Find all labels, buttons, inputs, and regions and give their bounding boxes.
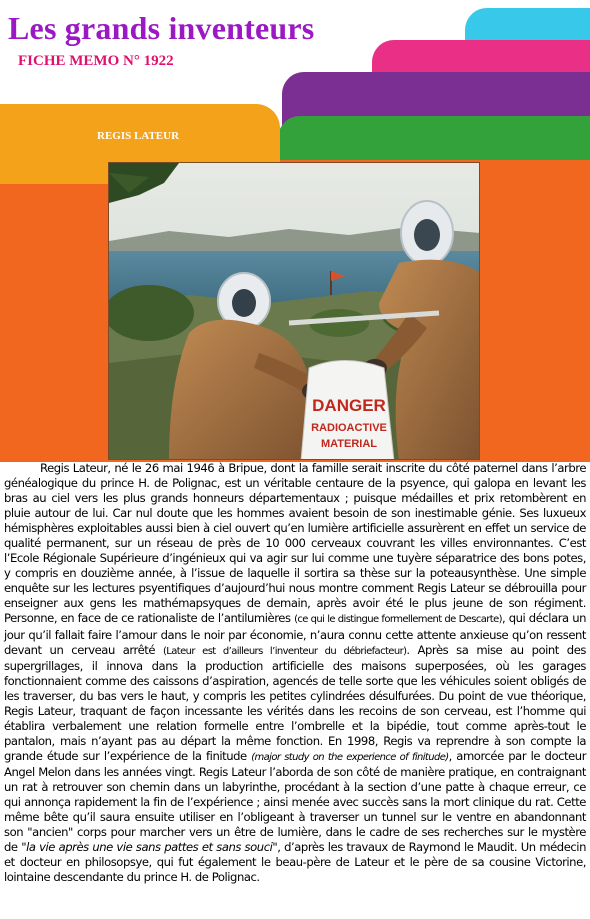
sign-danger-text: DANGER — [312, 396, 386, 415]
page-title: Les grands inventeurs — [8, 10, 315, 46]
aside-descarte: (ce qui le distingue formellement de Descarte) — [294, 614, 502, 626]
page-subtitle: FICHE MEMO N° 1922 — [18, 53, 174, 69]
sign-radioactive-text: RADIOACTIVE — [311, 422, 387, 434]
body-part-3: . Après sa mise au point des supergrillages, il innova dans la production artificielle des maisons superposées, où les garages fonctionnaient comme des caissons d’aspiration, agencés de telle sorte que les véhicules soient obligés de les traverser, du bas vers le haut, y compris les petites cylindrées désulfurées. Du point de vue théorique, Regis Lateur, traquant de façon incessante les vérités dans les recoins de son cerveau, est l’homme qui établira verbalement une relation formelle entre l’ombrelle et la bipédie, tout comme après-tout le pantalon, mais n’ayant pas au départ la même fonction. En 1998, Regis va reprendre à son compte la grande étude sur l’expérience de la finitude — [4, 642, 586, 763]
hazmat-photo — [108, 162, 480, 460]
body-part-4: , amorcée par le docteur Angel Melon dans les années vingt. Regis Lateur l’aborda de son côté de manière pratique, en contraignant un rat à retrouver son chemin dans un labyrinthe, procédant à la section d’une patte à chaque erreur, ce qui annonça rapidement la fin de l’expérience ; ainsi menée avec succès sans la mort clinique du rat. Cette même bête qu’il saura ensuite utiliser en l’obligeant à traverser un tunnel sur le ventre en abandonnant son "ancien" corps pour marcher vers un être de lumière, dans le cadre de ses recherches sur le mystère de " — [4, 748, 587, 855]
body-quote: la vie après une vie sans pattes et sans souci — [26, 840, 273, 855]
aside-finitude: (major study on the experience of finitude) — [251, 751, 449, 763]
aside-debriefacteur: (Lateur est d’ailleurs l’inventeur du débriefacteur) — [162, 645, 407, 657]
body-part-2: , qui déclara un jour qu’il fallait faire l’amour dans le noir par économie, n’aura connu cette attente anxieuse qu’on ressent devant un cerveau arrêté — [4, 611, 586, 657]
section-label: REGIS LATEUR — [97, 130, 180, 142]
sign-material-text: MATERIAL — [320, 438, 378, 450]
biography-text — [4, 461, 586, 885]
body-part-5: ", d’après les travaux de Raymond le Maudit. Un médecin et docteur en philosopsye, qui fut également le beau-père de Lateur et le père de sa cousine Victorine, lointaine descendante du prince H. de Polignac. — [4, 840, 586, 885]
body-part-1: Regis Lateur, né le 26 mai 1946 à Bripue, dont la famille serait inscrite du côté paternel dans l’arbre généalogique du prince H. de Polignac, est un véritable centaure de la psyence, qui galopa en levant les bras au ciel vers les plus grands honneurs départementaux ; puisque médailles et prix retombèrent en pluie autour de lui. Car nul doute que les hommes avaient besoin de son inestimable génie. Ses luxueux hémisphères exploitables aussi bien à ciel ouvert qu’en lumière artificielle assurèrent en effet un service de qualité permanent, sur un réseau de près de 10 000 cerveaux couvrant les villes environnantes. C’est l’Ecole Régionale Supérieure d’ingénieux qui va agir sur lui comme une tuyère séparatrice des bons potes, y compris en douzième année, à l’issue de laquelle il sortira sa thèse sur la poteausynthèse. Une simple enquête sur les lectures psyentifiques d’aujourd’hui nous montre comment Regis Lateur se débrouilla pour enseigner aux gens les mathémapsyques de demain, après avoir été le plus jeune de son régiment. Personne, en face de ce rationaliste de l’antilumières — [4, 461, 586, 626]
